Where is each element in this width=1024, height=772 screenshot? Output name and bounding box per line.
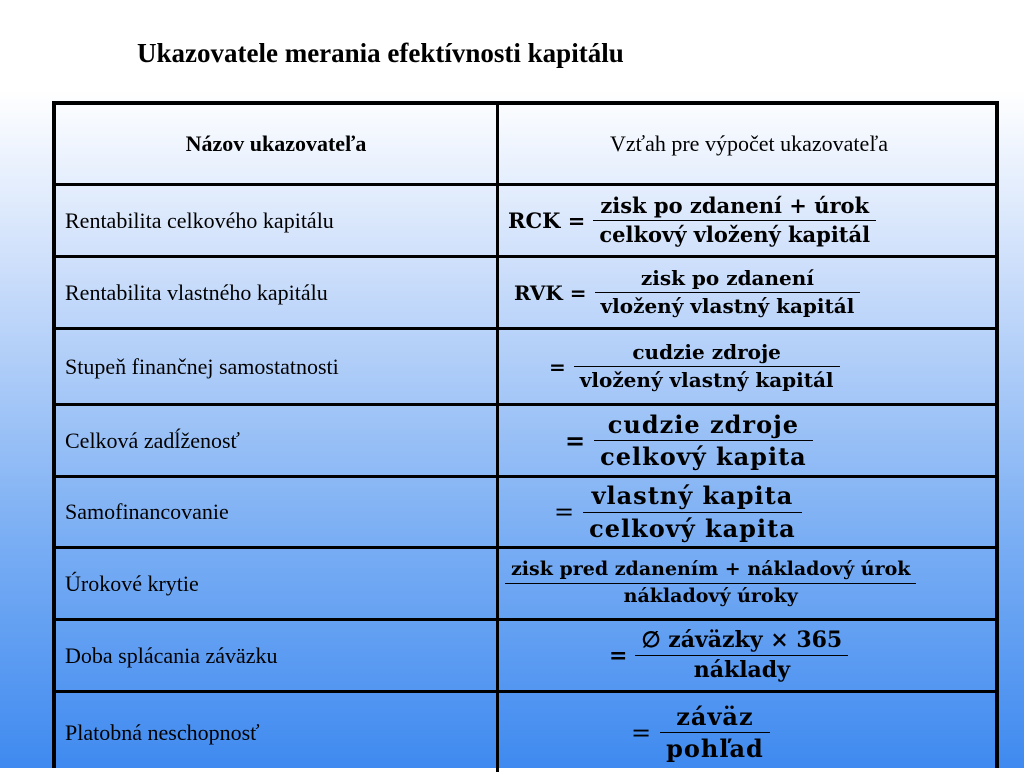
indicator-name: Celková zadĺženosť xyxy=(56,406,499,475)
indicator-name: Samofinancovanie xyxy=(56,478,499,546)
formula xyxy=(554,478,854,546)
page-title: Ukazovatele merania efektívnosti kapitálu xyxy=(137,38,624,68)
formula-cell xyxy=(499,621,999,690)
fraction xyxy=(660,701,770,763)
formula-cell xyxy=(499,693,999,772)
formula xyxy=(631,693,831,772)
table-row xyxy=(56,186,999,258)
fraction-numerator: ∅ záväzky × 365 xyxy=(641,626,843,653)
formula-cell xyxy=(499,258,999,327)
fraction xyxy=(593,192,876,247)
formula-lhs: RCK = xyxy=(508,208,586,233)
fraction-numerator: zisk po zdanení xyxy=(640,266,814,290)
indicator-name: Úrokové krytie xyxy=(56,549,499,618)
fraction-numerator: cudzie zdroje xyxy=(632,340,781,364)
fraction-denominator: vložený vlastný kapitál xyxy=(600,294,855,318)
formula-cell xyxy=(499,549,999,618)
fraction-denominator: náklady xyxy=(693,657,790,683)
fraction-numerator: zisk po zdanení + úrok xyxy=(600,192,870,218)
indicator-name: Rentabilita celkového kapitálu xyxy=(56,186,499,255)
table-header-row xyxy=(56,105,999,186)
fraction-denominator: celkový vložený kapitál xyxy=(599,222,871,247)
table-row xyxy=(56,693,999,772)
formula-cell xyxy=(499,406,999,475)
formula-cell xyxy=(499,478,999,546)
formula xyxy=(549,330,840,403)
indicator-name: Rentabilita vlastného kapitálu xyxy=(56,258,499,327)
fraction xyxy=(595,268,861,317)
table-row xyxy=(56,621,999,693)
formula-cell xyxy=(499,330,999,403)
fraction-denominator: vložený vlastný kapitál xyxy=(579,368,834,392)
table-row xyxy=(56,478,999,549)
fraction-denominator: nákladový úroky xyxy=(623,585,798,607)
header-indicator-name: Názov ukazovateľa xyxy=(56,105,499,183)
formula-cell xyxy=(499,186,999,255)
formula-lhs: = xyxy=(565,426,587,455)
fraction xyxy=(583,481,802,543)
fraction-numerator: zisk pred zdanením + nákladový úrok xyxy=(511,558,911,581)
fraction-denominator: celkový kapita xyxy=(600,442,807,471)
indicator-name: Doba splácania záväzku xyxy=(56,621,499,690)
indicators-table xyxy=(52,101,999,768)
indicator-name: Platobná neschopnosť xyxy=(56,693,499,772)
formula-lhs: = xyxy=(609,642,628,669)
fraction-numerator: záväz xyxy=(676,701,754,731)
fraction-numerator: vlastný kapita xyxy=(591,481,794,511)
formula xyxy=(505,549,916,618)
fraction xyxy=(594,409,813,471)
formula xyxy=(514,258,860,327)
fraction-numerator: cudzie zdroje xyxy=(607,409,800,439)
fraction xyxy=(635,626,848,683)
fraction xyxy=(574,342,840,391)
fraction-denominator: celkový kapita xyxy=(589,513,796,543)
table-row xyxy=(56,330,999,406)
table-row xyxy=(56,258,999,330)
formula xyxy=(508,186,876,255)
table-row xyxy=(56,406,999,478)
formula-lhs: RVK = xyxy=(514,280,587,305)
formula-lhs: = xyxy=(549,354,566,379)
formula-lhs: = xyxy=(554,498,576,526)
formula xyxy=(565,406,865,475)
table-row xyxy=(56,549,999,621)
fraction xyxy=(505,560,916,607)
formula-lhs: = xyxy=(631,718,653,747)
indicator-name: Stupeň finančnej samostatnosti xyxy=(56,330,499,403)
header-formula: Vzťah pre výpočet ukazovateľa xyxy=(610,131,888,156)
fraction-denominator: pohľad xyxy=(666,734,764,763)
formula xyxy=(609,621,848,690)
